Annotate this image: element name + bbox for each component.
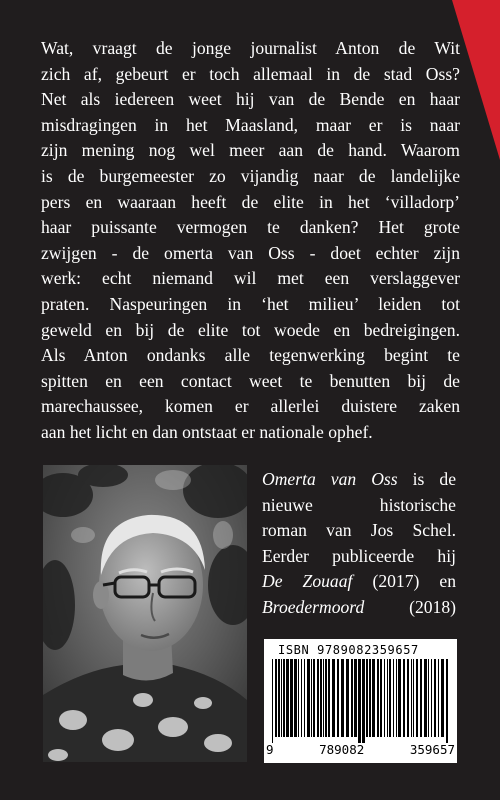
- barcode-bar: [441, 659, 444, 737]
- barcode-bar: [407, 659, 409, 737]
- barcode-bar: [346, 659, 349, 737]
- author-note-line-2: nieuwe historische: [262, 494, 456, 515]
- blurb-line: zich af, gebeurt er toch allemaal in de stad Oss?: [41, 63, 460, 84]
- book-title-zouaaf: De Zouaaf: [262, 571, 353, 591]
- blurb-line: geweld en bij de elite tot woede en bedreigingen.: [41, 319, 460, 340]
- blurb-line: Wat, vraagt de jonge journalist Anton de Wit: [41, 38, 460, 58]
- barcode-bar: [389, 659, 391, 737]
- author-note-line-5: De Zouaaf (2017) en: [262, 571, 457, 591]
- barcode-bar: [428, 659, 429, 737]
- blurb-line: spitten en een contact weet te benutten bij de: [41, 370, 460, 391]
- back-cover-blurb: [41, 36, 460, 446]
- barcode-bar: [358, 659, 361, 743]
- barcode-bar: [328, 659, 330, 737]
- book-title-broedermoord: Broedermoord: [262, 596, 365, 617]
- barcode-bar: [380, 659, 382, 737]
- author-note: [262, 467, 456, 620]
- barcode-bar: [294, 659, 297, 737]
- barcode-bar: [403, 659, 405, 737]
- blurb-line: Net als iedereen weet hij van de Bende en haar: [41, 89, 460, 110]
- blurb-line: Als Anton ondanks alle tegenwerking begint te: [41, 345, 460, 366]
- blurb-line: werk: echt niemand wil met een verslaggever: [41, 268, 460, 289]
- barcode-bar: [366, 659, 368, 737]
- barcode-bar: [337, 659, 339, 737]
- barcode-bar: [416, 659, 418, 737]
- barcode-bar: [304, 659, 305, 737]
- barcode-bar: [369, 659, 371, 737]
- barcode-bar: [307, 659, 310, 737]
- barcode-bar: [283, 659, 285, 737]
- barcode-bars: [270, 659, 450, 743]
- barcode-bar: [420, 659, 422, 737]
- barcode-bar: [290, 659, 293, 737]
- blurb-line: misdragingen in het Maasland, maar er is naar: [41, 114, 460, 135]
- barcode-bar: [393, 659, 394, 737]
- isbn-barcode: [264, 639, 457, 763]
- barcode-bar: [384, 659, 385, 737]
- author-note-line-1: Omerta van Oss is de: [262, 469, 456, 489]
- blurb-line: zijn mening nog wel meer aan de hand. Waarom: [41, 140, 460, 161]
- barcode-bar: [325, 659, 327, 737]
- isbn-digits: [266, 742, 455, 757]
- barcode-bar: [398, 659, 401, 737]
- barcode-bar: [387, 659, 388, 737]
- barcode-bar: [431, 659, 432, 737]
- barcode-bar: [286, 659, 289, 737]
- barcode-bar: [446, 659, 448, 743]
- barcode-bar: [354, 659, 357, 737]
- barcode-bar: [424, 659, 427, 737]
- barcode-bar: [351, 659, 353, 737]
- barcode-bar: [281, 659, 282, 737]
- isbn-label: ISBN 9789082359657: [278, 643, 419, 657]
- blurb-line: is de burgemeester zo vijandig naar de landelijke: [41, 165, 460, 186]
- blurb-line: aan het licht en dan ontstaat er nationale ophef.: [41, 421, 373, 442]
- author-note-line-4: Eerder publiceerde hij: [262, 545, 456, 566]
- author-note-line-6: Broedermoord (2018): [262, 596, 456, 617]
- barcode-bar: [272, 659, 273, 743]
- blurb-line: marechaussee, komen er allerlei duistere zaken: [41, 396, 460, 417]
- barcode-bar: [411, 659, 412, 737]
- book-title-omerta: Omerta van Oss: [262, 469, 398, 489]
- barcode-bar: [362, 659, 365, 743]
- isbn-digit-group-3: 359657: [409, 742, 455, 757]
- barcode-bar: [372, 659, 375, 737]
- barcode-bar: [413, 659, 414, 737]
- barcode-bar: [434, 659, 436, 737]
- barcode-bar: [313, 659, 315, 737]
- barcode-bar: [320, 659, 322, 737]
- barcode-bar: [341, 659, 344, 737]
- isbn-digit-group-2: 789082: [319, 742, 365, 757]
- barcode-bar: [278, 659, 280, 737]
- blurb-line: haar puissante vermogen te danken? Het grote: [41, 217, 460, 238]
- barcode-bar: [311, 659, 312, 737]
- barcode-bar: [298, 659, 299, 737]
- barcode-bar: [323, 659, 324, 737]
- blurb-line: zwijgen - de omerta van Oss - doet echter zijn: [41, 242, 460, 263]
- blurb-line: praten. Naspeuringen in ‘het milieu’ leiden tot: [41, 293, 460, 314]
- author-note-line-3: roman van Jos Schel.: [262, 520, 456, 540]
- barcode-bar: [317, 659, 319, 737]
- barcode-bar: [332, 659, 335, 737]
- barcode-bar: [396, 659, 397, 737]
- barcode-bar: [275, 659, 277, 737]
- blurb-line: pers en waaraan heeft de elite in het ‘villadorp’: [41, 191, 460, 212]
- isbn-digit-group-1: 9: [266, 742, 274, 757]
- author-portrait-image: [43, 465, 247, 762]
- author-photo: [43, 465, 247, 762]
- barcode-bar: [377, 659, 379, 737]
- barcode-bar: [438, 659, 439, 737]
- barcode-bar: [301, 659, 302, 737]
